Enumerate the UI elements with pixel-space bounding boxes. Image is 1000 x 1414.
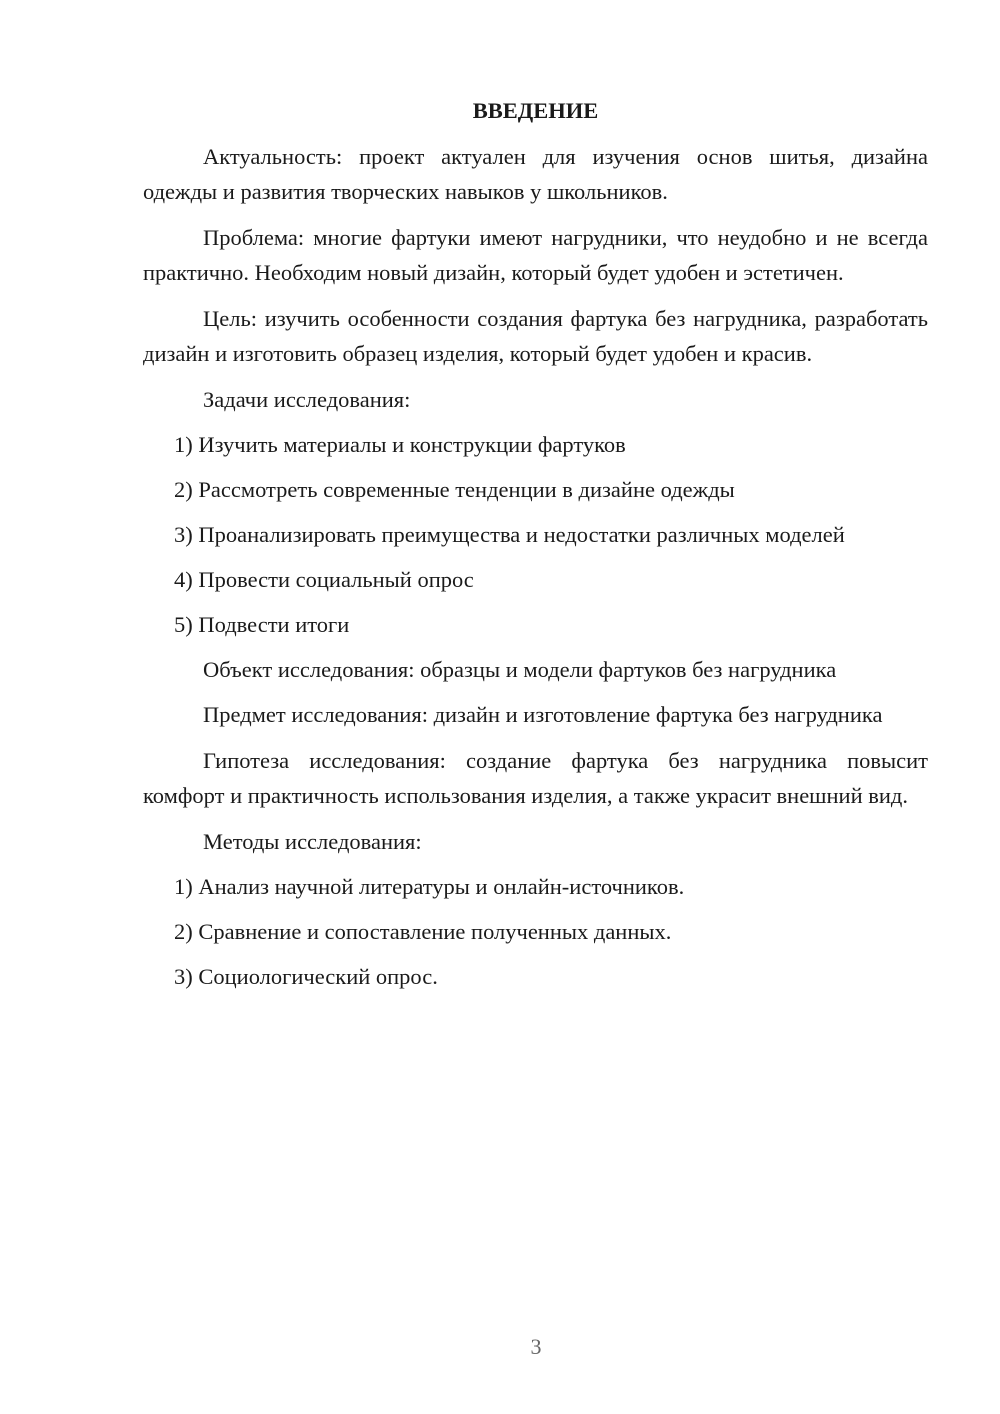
list-item: 1) Анализ научной литературы и онлайн-источников. [174,874,685,899]
tasks-heading: Задачи исследования: [203,387,411,412]
relevance-paragraph: Актуальность: проект актуален для изучения основ шитья, дизайна одежды и развития творческих навыков у школьников. [143,144,928,204]
list-item: 5) Подвести итоги [174,612,350,637]
list-item: 2) Рассмотреть современные тенденции в дизайне одежды [174,477,735,502]
list-item: 4) Провести социальный опрос [174,567,474,592]
list-item: 3) Социологический опрос. [174,964,438,989]
methods-list [143,869,928,994]
hypothesis-paragraph: Гипотеза исследования: создание фартука без нагрудника повысит комфорт и практичность использования изделия, а также украсит внешний вид. [143,748,928,808]
subject-paragraph: Предмет исследования: дизайн и изготовление фартука без нагрудника [203,702,883,727]
tasks-list [143,427,928,642]
list-item: 3) Проанализировать преимущества и недостатки различных моделей [174,522,845,547]
goal-paragraph: Цель: изучить особенности создания фартука без нагрудника, разработать дизайн и изготовить образец изделия, который будет удобен и красив. [143,306,928,366]
problem-paragraph: Проблема: многие фартуки имеют нагрудники, что неудобно и не всегда практично. Необходим новый дизайн, который будет удобен и эстетичен. [143,225,928,285]
page-content [143,94,928,1004]
list-item: 2) Сравнение и сопоставление полученных данных. [174,919,672,944]
object-paragraph: Объект исследования: образцы и модели фартуков без нагрудника [203,657,837,682]
list-item: 1) Изучить материалы и конструкции фартуков [174,432,626,457]
page-number: 3 [530,1334,542,1359]
page-title: ВВЕДЕНИЕ [472,98,599,123]
methods-heading: Методы исследования: [203,829,422,854]
